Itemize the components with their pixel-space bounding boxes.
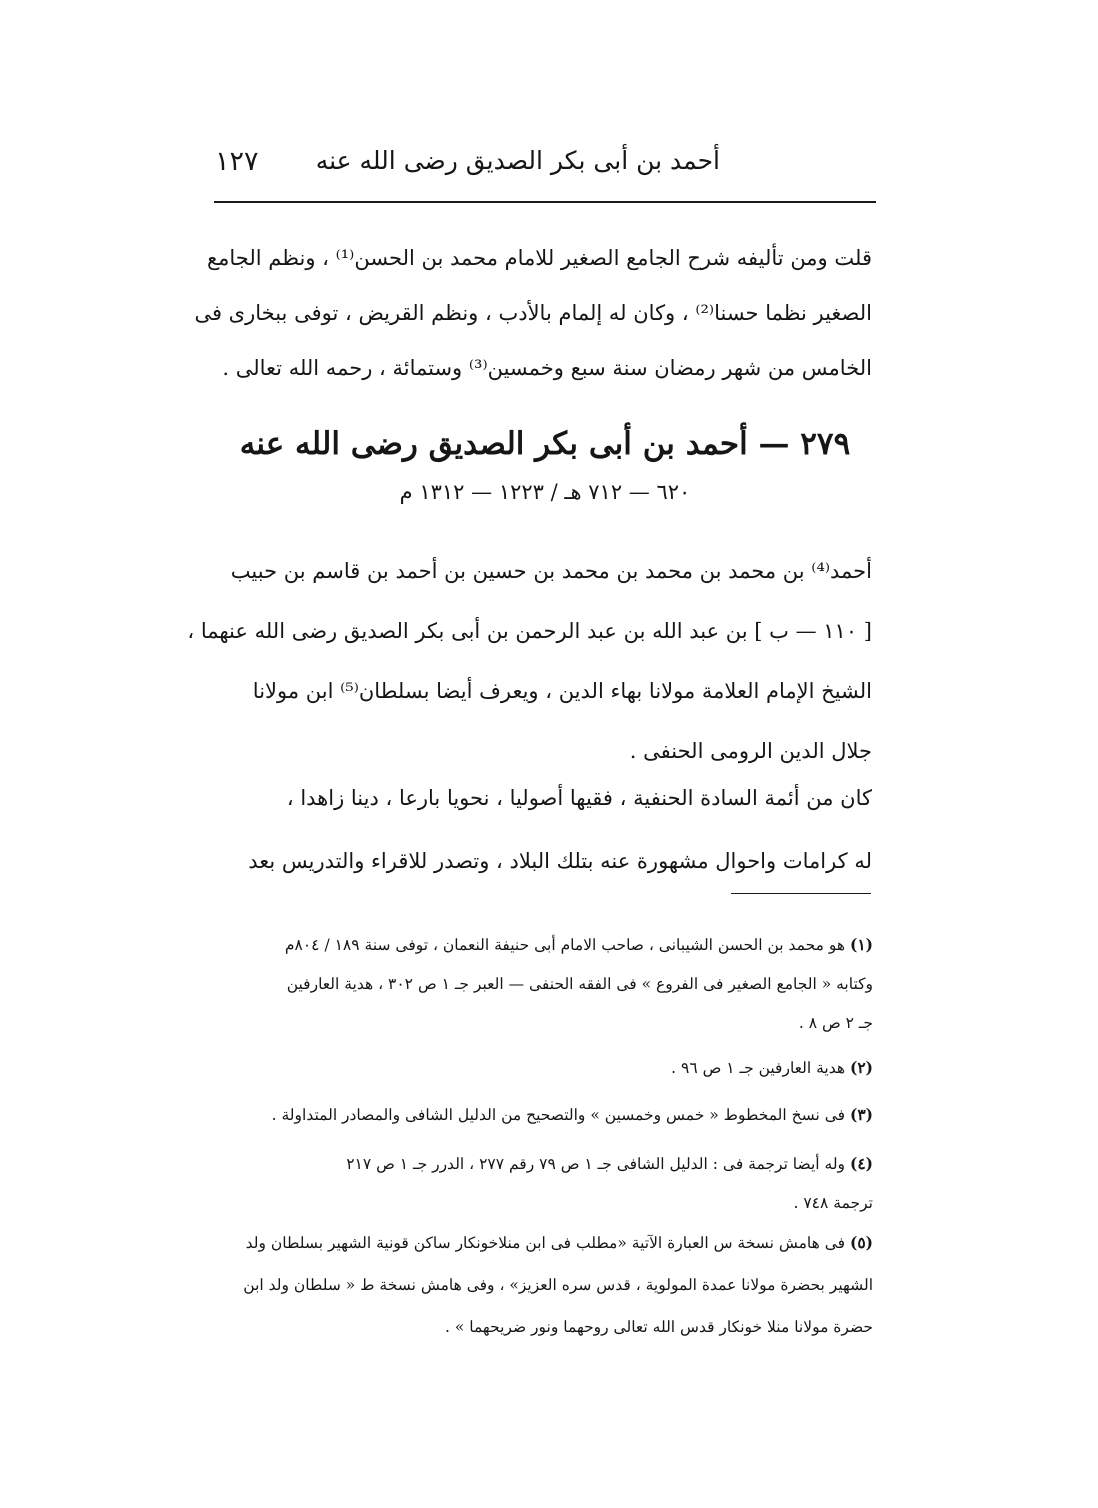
paragraph-line: [ ١١٠ — ب ] بن عبد الله بن عبد الرحمن بن أبى بكر الصديق رضى الله عنهما ، xyxy=(187,619,872,643)
header-rule xyxy=(214,201,876,203)
entry-heading: ٢٧٩ — أحمد بن أبى بكر الصديق رضى الله عنه xyxy=(239,426,851,462)
footnote-number: (١) xyxy=(849,935,873,954)
footnote-2 xyxy=(223,1050,873,1086)
footnote-line: هدية العارفين جـ ١ ص ٩٦ . xyxy=(671,1059,846,1077)
paragraph-line: الشيخ الإمام العلامة مولانا بهاء الدين ، ويعرف أيضا بسلطان⁽⁵⁾ ابن مولانا xyxy=(252,679,872,703)
paragraph-line: أحمد⁽⁴⁾ بن محمد بن محمد بن محمد بن حسين بن أحمد بن قاسم بن حبيب xyxy=(230,559,872,583)
footnote-1 xyxy=(223,925,873,1043)
running-title: أحمد بن أبى بكر الصديق رضى الله عنه xyxy=(315,146,720,175)
footnote-rule xyxy=(731,893,871,894)
paragraph-line: الخامس من شهر رمضان سنة سبع وخمسين⁽³⁾ وستمائة ، رحمه الله تعالى . xyxy=(222,356,872,380)
footnote-number: (٤) xyxy=(849,1154,873,1173)
footnote-line: حضرة مولانا منلا خونكار قدس الله تعالى روحهما ونور ضريحهما » . xyxy=(444,1318,873,1336)
page-number: ١٢٧ xyxy=(215,146,259,177)
footnote-line: ترجمة ٧٤٨ . xyxy=(793,1194,873,1212)
entry-dates: ٦٢٠ — ٧١٢ هـ / ١٢٢٣ — ١٣١٢ م xyxy=(399,480,691,504)
footnote-line: فى هامش نسخة س العبارة الآتية «مطلب فى ابن منلاخونكار ساكن قونية الشهير بسلطان ولد xyxy=(245,1234,846,1252)
footnote-line: الشهير بحضرة مولانا عمدة المولوية ، قدس سره العزيز» ، وفى هامش نسخة ط « سلطان ولد ابن xyxy=(243,1276,873,1294)
footnote-line: فى نسخ المخطوط « خمس وخمسين » والتصحيح من الدليل الشافى والمصادر المتداولة . xyxy=(271,1106,846,1124)
footnote-5 xyxy=(223,1222,873,1348)
footnote-number: (٥) xyxy=(849,1233,873,1252)
footnote-line: جـ ٢ ص ٨ . xyxy=(798,1014,873,1032)
footnote-4 xyxy=(223,1144,873,1223)
footnote-line: وله أيضا ترجمة فى : الدليل الشافى جـ ١ ص ٧٩ رقم ٢٧٧ ، الدرر جـ ١ ص ٢١٧ xyxy=(346,1155,846,1173)
footnote-3 xyxy=(223,1097,873,1133)
paragraph-line: الصغير نظما حسنا⁽²⁾ ، وكان له إلمام بالأدب ، ونظم القريض ، توفى ببخارى فى xyxy=(194,301,872,325)
paragraph-career xyxy=(218,767,872,893)
footnote-number: (٣) xyxy=(849,1105,873,1124)
paragraph-top xyxy=(194,231,872,396)
paragraph-biography xyxy=(187,541,872,781)
footnote-number: (٢) xyxy=(849,1058,873,1077)
paragraph-line: قلت ومن تأليفه شرح الجامع الصغير للامام محمد بن الحسن⁽¹⁾ ، ونظم الجامع xyxy=(206,246,872,270)
paragraph-line: كان من أئمة السادة الحنفية ، فقيها أصوليا ، نحويا بارعا ، دينا زاهدا ، xyxy=(286,786,872,810)
footnote-line: هو محمد بن الحسن الشيبانى ، صاحب الامام أبى حنيفة النعمان ، توفى سنة ١٨٩ / ٨٠٤م xyxy=(284,936,846,954)
paragraph-line: جلال الدين الرومى الحنفى . xyxy=(629,739,872,763)
footnote-line: وكتابه « الجامع الصغير فى الفروع » فى الفقه الحنفى — العبر جـ ١ ص ٣٠٢ ، هدية العارفين xyxy=(286,975,873,993)
paragraph-line: له كرامات واحوال مشهورة عنه بتلك البلاد ، وتصدر للاقراء والتدريس بعد xyxy=(248,849,872,873)
